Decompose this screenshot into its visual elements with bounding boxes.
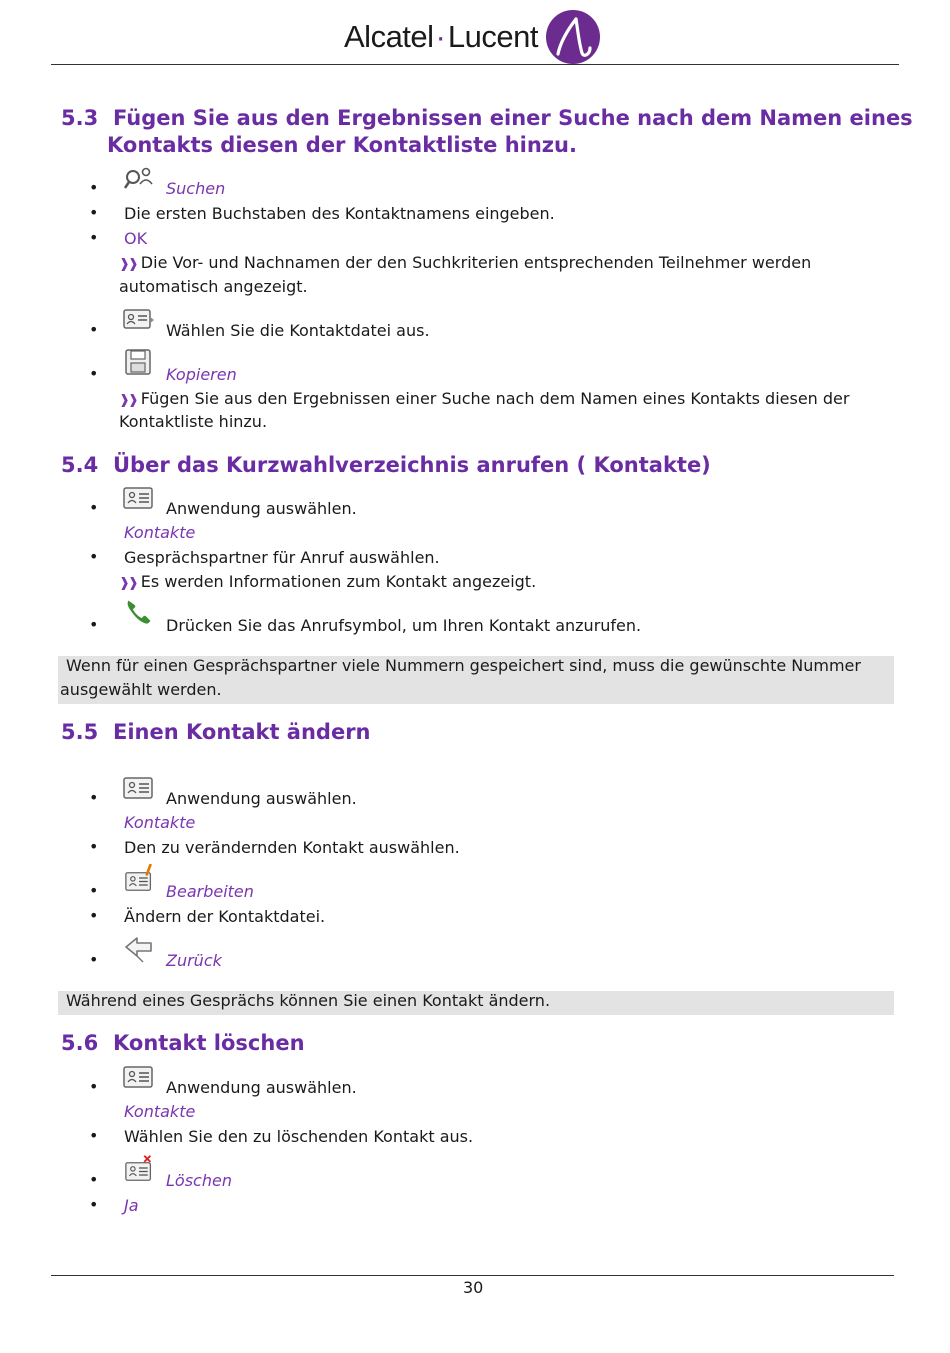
brand-logo xyxy=(344,10,600,64)
result-text: Die Vor- und Nachnamen der den Suchkriterien entsprechenden Teilnehmer werden xyxy=(140,253,812,272)
softkey-kopieren[interactable]: Kopieren xyxy=(166,365,237,384)
contacts-app-icon xyxy=(123,774,155,802)
softkey-zurueck[interactable]: Zurück xyxy=(166,951,222,970)
phone-handset-icon xyxy=(123,598,155,626)
section-title: Über das Kurzwahlverzeichnis anrufen ( Kontakte) xyxy=(113,453,711,477)
section-number: 5.6 xyxy=(61,1031,99,1055)
bullet: • xyxy=(89,547,99,566)
softkey-ok[interactable]: OK xyxy=(124,229,148,248)
softkey-loeschen[interactable]: Löschen xyxy=(166,1171,232,1190)
bullet: • xyxy=(89,950,99,969)
contacts-app-icon xyxy=(123,1063,155,1091)
note-text-cont: ausgewählt werden. xyxy=(60,680,222,699)
bullet: • xyxy=(89,178,99,197)
step-text: Die ersten Buchstaben des Kontaktnamens eingeben. xyxy=(124,204,555,223)
bullet: • xyxy=(89,228,99,247)
back-arrow-icon xyxy=(123,935,155,963)
softkey-ja[interactable]: Ja xyxy=(124,1196,139,1215)
result-arrow-icon: ❱❱ xyxy=(119,576,137,591)
step-text: Anwendung auswählen. xyxy=(166,499,357,518)
result-arrow-icon: ❱❱ xyxy=(119,257,137,272)
section-heading-5-3 xyxy=(61,105,913,132)
app-kontakte[interactable]: Kontakte xyxy=(124,813,196,832)
result-text: Es werden Informationen zum Kontakt angezeigt. xyxy=(140,572,537,591)
step-text: Gesprächspartner für Anruf auswählen. xyxy=(124,548,440,567)
softkey-suchen[interactable]: Suchen xyxy=(166,179,226,198)
step-text: Den zu verändernden Kontakt auswählen. xyxy=(124,838,460,857)
note-text: Wenn für einen Gesprächspartner viele Nummern gespeichert sind, muss die gewünschte Nummer xyxy=(66,656,861,675)
section-heading-5-5 xyxy=(61,719,371,746)
result-arrow-icon: ❱❱ xyxy=(119,393,137,408)
page-number: 30 xyxy=(463,1278,484,1297)
bullet: • xyxy=(89,906,99,925)
contacts-app-icon xyxy=(123,484,155,512)
app-kontakte[interactable]: Kontakte xyxy=(124,523,196,542)
brand-separator: · xyxy=(435,19,446,54)
brand-name-right: Lucent xyxy=(447,19,538,54)
section-title-line1: Fügen Sie aus den Ergebnissen einer Suche nach dem Namen eines xyxy=(113,106,913,130)
edit-contact-icon xyxy=(123,864,155,892)
contact-card-icon xyxy=(123,306,155,334)
section-title: Einen Kontakt ändern xyxy=(113,720,371,744)
note-box xyxy=(58,991,894,1015)
bullet: • xyxy=(89,788,99,807)
bullet: • xyxy=(89,881,99,900)
step-text: Wählen Sie die Kontaktdatei aus. xyxy=(166,321,430,340)
search-icon xyxy=(123,164,155,192)
bullet: • xyxy=(89,837,99,856)
section-title-line2: Kontakts diesen der Kontaktliste hinzu. xyxy=(107,133,577,157)
brand-name-left: Alcatel xyxy=(344,19,434,54)
copy-icon xyxy=(123,348,155,376)
step-text: Anwendung auswählen. xyxy=(166,1078,357,1097)
note-box xyxy=(58,656,894,704)
bullet: • xyxy=(89,203,99,222)
result-text: Fügen Sie aus den Ergebnissen einer Suche nach dem Namen eines Kontakts diesen der xyxy=(140,389,850,408)
bullet: • xyxy=(89,498,99,517)
section-heading-5-4 xyxy=(61,452,711,479)
step-text: Drücken Sie das Anrufsymbol, um Ihren Kontakt anzurufen. xyxy=(166,616,642,635)
section-number: 5.3 xyxy=(61,106,99,130)
delete-contact-icon xyxy=(123,1154,155,1182)
result-line xyxy=(119,570,536,596)
bullet: • xyxy=(89,1077,99,1096)
section-number: 5.5 xyxy=(61,720,99,744)
step-text: Ändern der Kontaktdatei. xyxy=(124,907,326,926)
note-text: Während eines Gesprächs können Sie einen Kontakt ändern. xyxy=(66,991,551,1010)
bullet: • xyxy=(89,1195,99,1214)
result-text-cont: Kontaktliste hinzu. xyxy=(119,412,268,431)
softkey-bearbeiten[interactable]: Bearbeiten xyxy=(166,882,254,901)
result-text-cont: automatisch angezeigt. xyxy=(119,277,308,296)
bullet: • xyxy=(89,364,99,383)
bullet: • xyxy=(89,1126,99,1145)
section-heading-5-6 xyxy=(61,1030,305,1057)
alcatel-lucent-logo-icon xyxy=(546,10,600,64)
bullet: • xyxy=(89,615,99,634)
result-line xyxy=(119,251,811,277)
bullet: • xyxy=(89,1170,99,1189)
header-rule xyxy=(51,64,899,65)
step-text: Anwendung auswählen. xyxy=(166,789,357,808)
section-number: 5.4 xyxy=(61,453,99,477)
section-title: Kontakt löschen xyxy=(113,1031,305,1055)
bullet: • xyxy=(89,320,99,339)
step-text: Wählen Sie den zu löschenden Kontakt aus. xyxy=(124,1127,474,1146)
app-kontakte[interactable]: Kontakte xyxy=(124,1102,196,1121)
